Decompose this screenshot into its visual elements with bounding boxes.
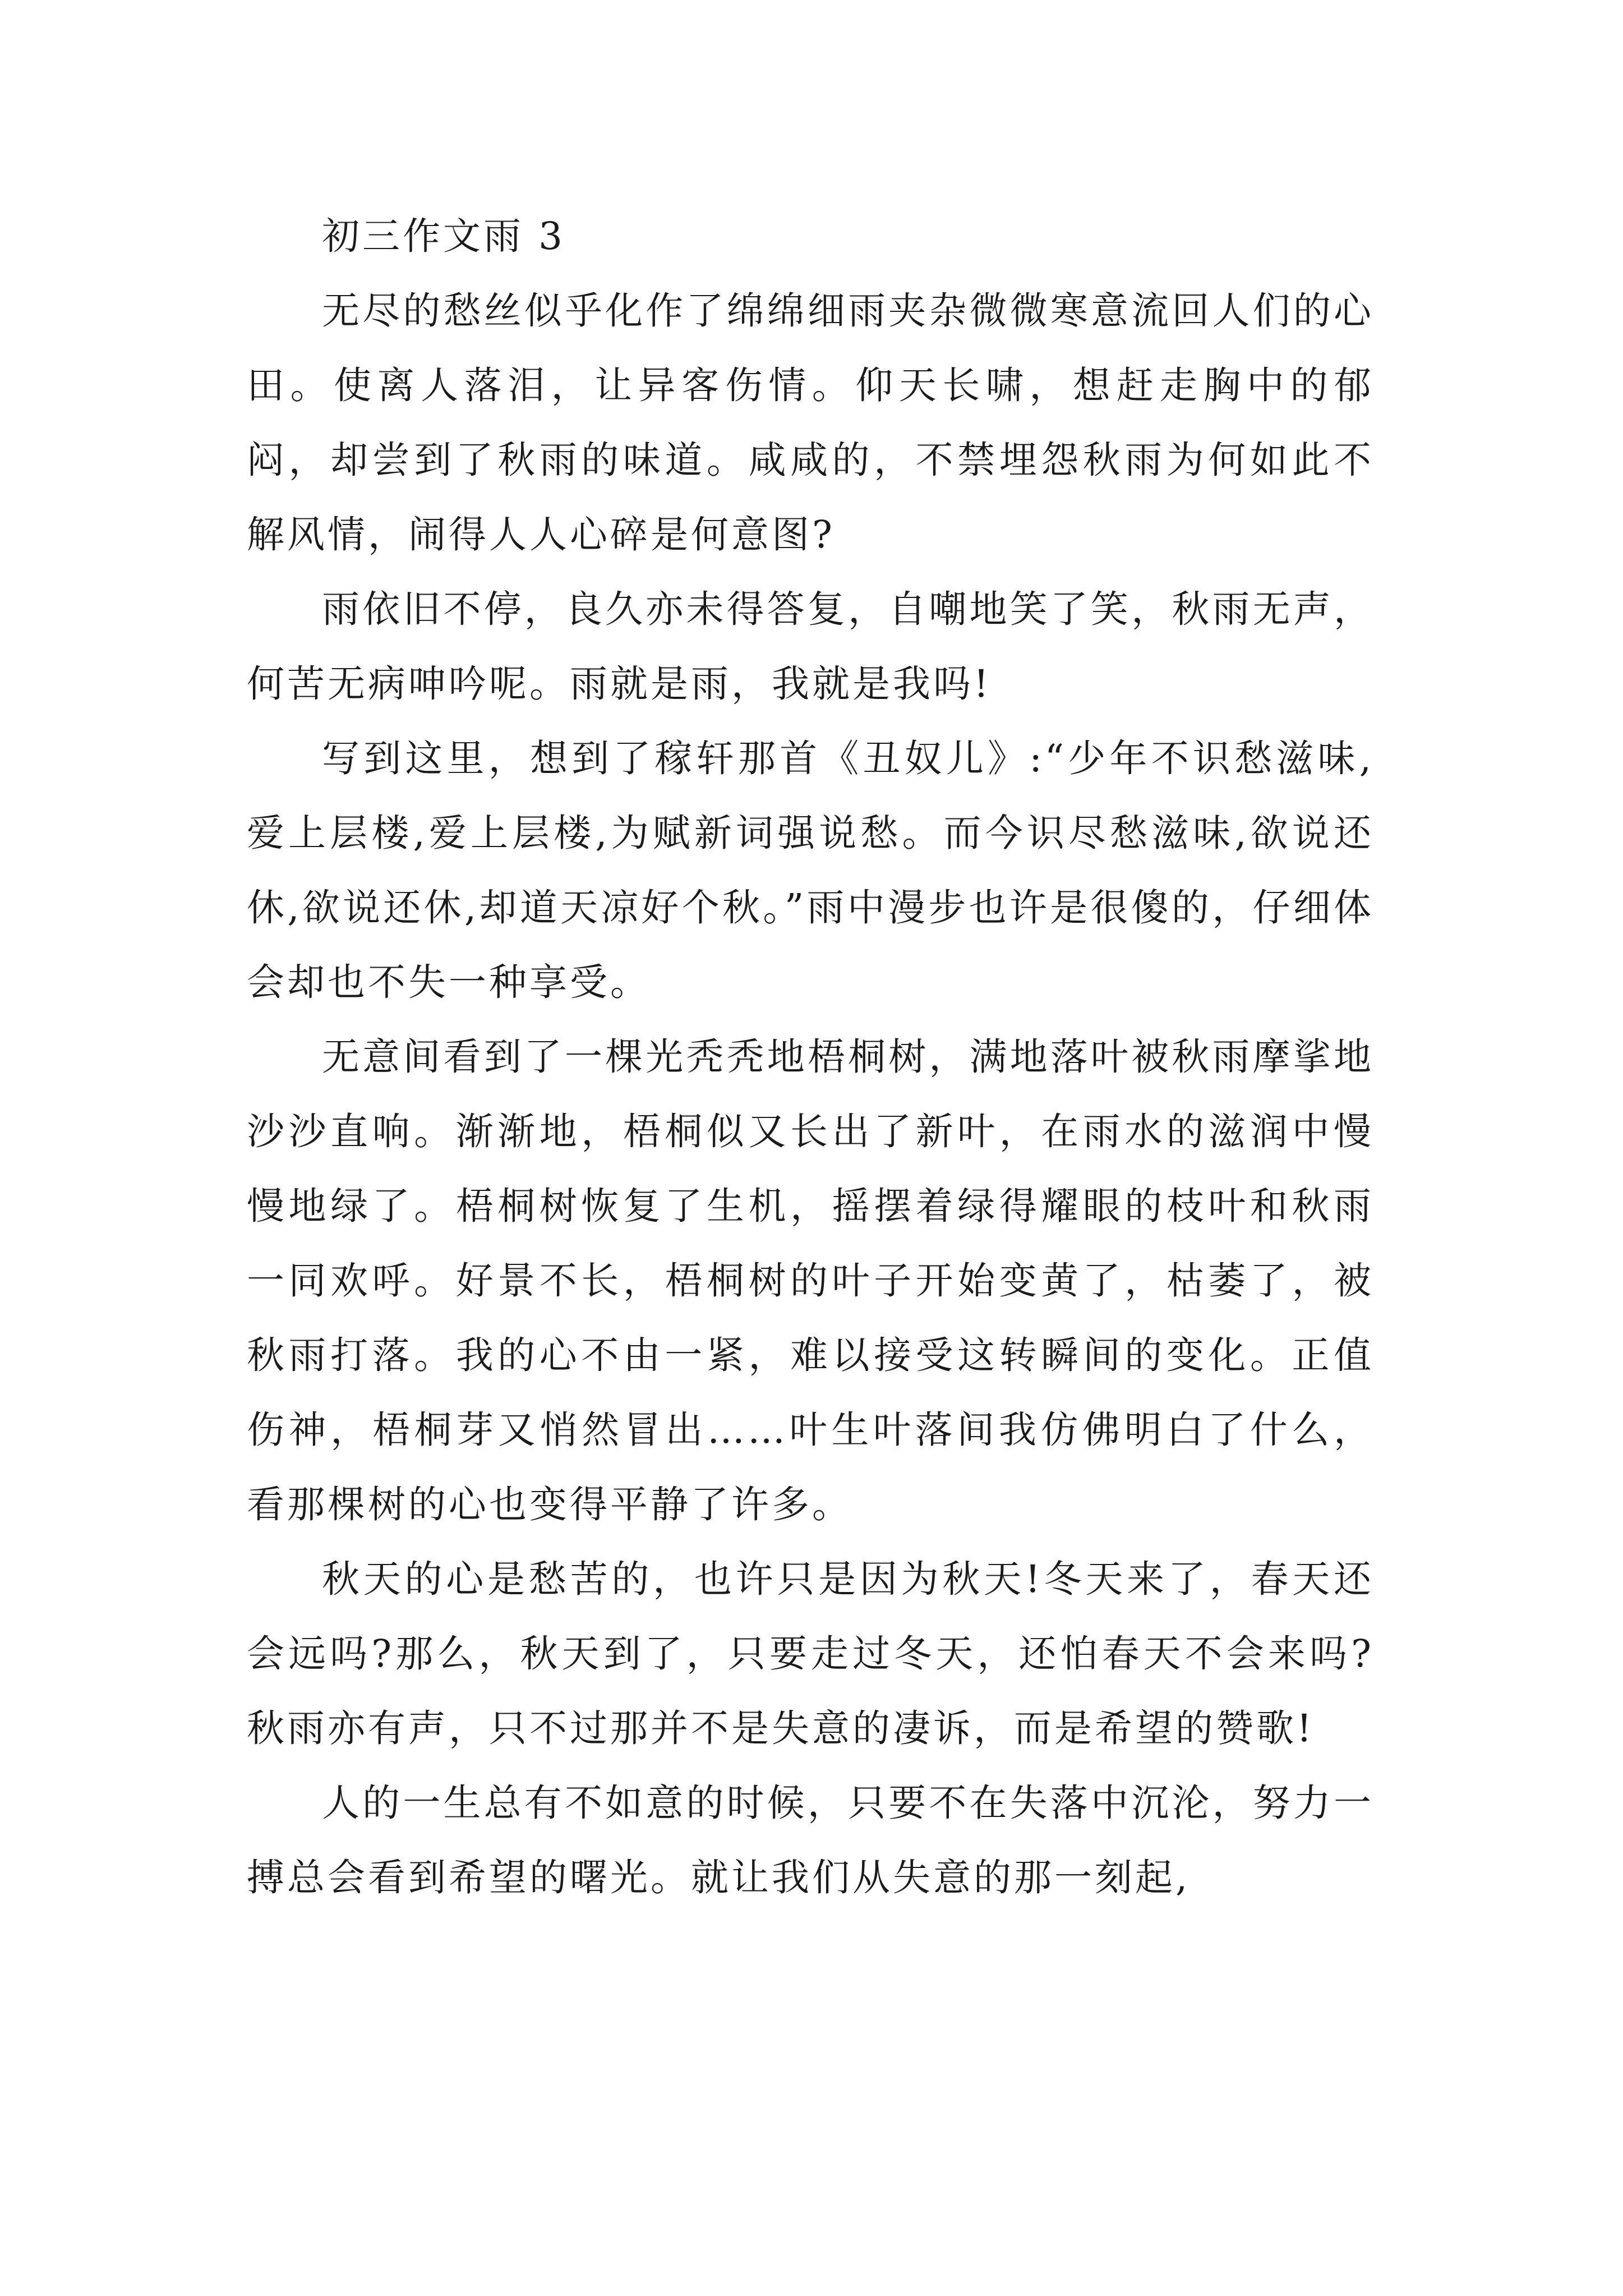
paragraph-1: 无尽的愁丝似乎化作了绵绵细雨夹杂微微寒意流回人们的心田。使离人落泪，让异客伤情。仰天长啸，想赶走胸中的郁闷，却尝到了秋雨的味道。咸咸的，不禁埋怨秋雨为何如此不解风情，闹得人人心碎是何意图? [247, 289, 1374, 556]
paragraph-6: 人的一生总有不如意的时候，只要不在失落中沉沦，努力一搏总会看到希望的曙光。就让我们从失意的那一刻起, [247, 1781, 1374, 1899]
document-body [247, 199, 1374, 1915]
paragraph-4: 无意间看到了一棵光秃秃地梧桐树，满地落叶被秋雨摩挲地沙沙直响。渐渐地，梧桐似又长出了新叶，在雨水的滋润中慢慢地绿了。梧桐树恢复了生机，摇摆着绿得耀眼的枝叶和秋雨一同欢呼。好景不长，梧桐树的叶子开始变黄了，枯萎了，被秋雨打落。我的心不由一紧，难以接受这转瞬间的变化。正值伤神，梧桐芽又悄然冒出……叶生叶落间我仿佛明白了什么，看那棵树的心也变得平静了许多。 [247, 1035, 1374, 1526]
document-title: 初三作文雨 3 [322, 214, 565, 258]
paragraph-5: 秋天的心是愁苦的，也许只是因为秋天!冬天来了，春天还会远吗?那么，秋天到了，只要走过冬天，还怕春天不会来吗?秋雨亦有声，只不过那并不是失意的凄诉，而是希望的赞歌! [247, 1557, 1374, 1750]
paragraph-3: 写到这里，想到了稼轩那首《丑奴儿》:“少年不识愁滋味,爱上层楼,爱上层楼,为赋新词强说愁。而今识尽愁滋味,欲说还休,欲说还休,却道天凉好个秋。”雨中漫步也许是很傻的，仔细体会却也不失一种享受。 [247, 737, 1374, 1004]
paragraph-2: 雨依旧不停，良久亦未得答复，自嘲地笑了笑，秋雨无声，何苦无病呻吟呢。雨就是雨，我就是我吗! [247, 587, 1374, 706]
